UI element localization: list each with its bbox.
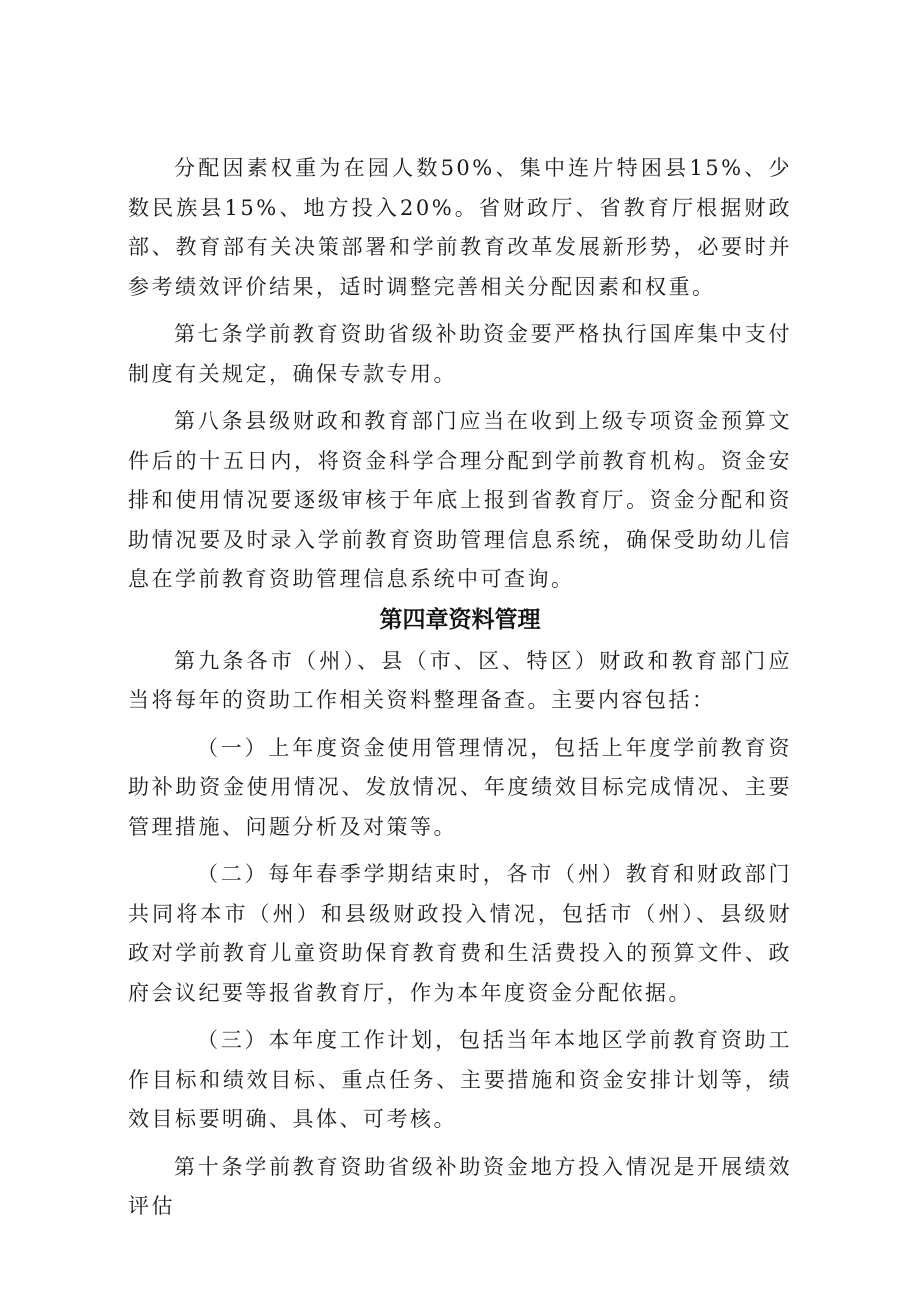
paragraph-article-9: 第九条各市（州）、县（市、区、特区）财政和教育部门应当将每年的资助工作相关资料整理备查。主要内容包括：: [128, 648, 792, 712]
document-body: [128, 149, 792, 1235]
list-item-2: （二）每年春季学期结束时，各市（州）教育和财政部门共同将本市（州）和县级财政投入情况，包括市（州）、县级财政对学前教育儿童资助保育教育费和生活费投入的预算文件、政府会议纪要等报省教育厅，作为本年度资金分配依据。: [128, 862, 792, 1005]
list-item-1: （一）上年度资金使用管理情况，包括上年度学前教育资助补助资金使用情况、发放情况、年度绩效目标完成情况、主要管理措施、问题分析及对策等。: [128, 735, 792, 839]
chapter-heading: 第四章资料管理: [379, 606, 541, 633]
paragraph-article-10: 第十条学前教育资助省级补助资金地方投入情况是开展绩效评估: [128, 1154, 792, 1218]
list-item-3: （三）本年度工作计划，包括当年本地区学前教育资助工作目标和绩效目标、重点任务、主要措施和资金安排计划等，绩效目标要明确、具体、可考核。: [128, 1028, 792, 1131]
paragraph-article-7: 第七条学前教育资助省级补助资金要严格执行国库集中支付制度有关规定，确保专款专用。: [128, 322, 792, 386]
paragraph-article-8: 第八条县级财政和教育部门应当在收到上级专项资金预算文件后的十五日内，将资金科学合理分配到学前教育机构。资金安排和使用情况要逐级审核于年底上报到省教育厅。资金分配和资助情况要及时录入学前教育资助管理信息系统，确保受助幼儿信息在学前教育资助管理信息系统中可查询。: [128, 409, 792, 591]
paragraph-allocation-weights: 分配因素权重为在园人数50%、集中连片特困县15%、少数民族县15%、地方投入20%。省财政厅、省教育厅根据财政部、教育部有关决策部署和学前教育改革发展新形势，必要时并参考绩效评价结果，适时调整完善相关分配因素和权重。: [128, 156, 792, 299]
